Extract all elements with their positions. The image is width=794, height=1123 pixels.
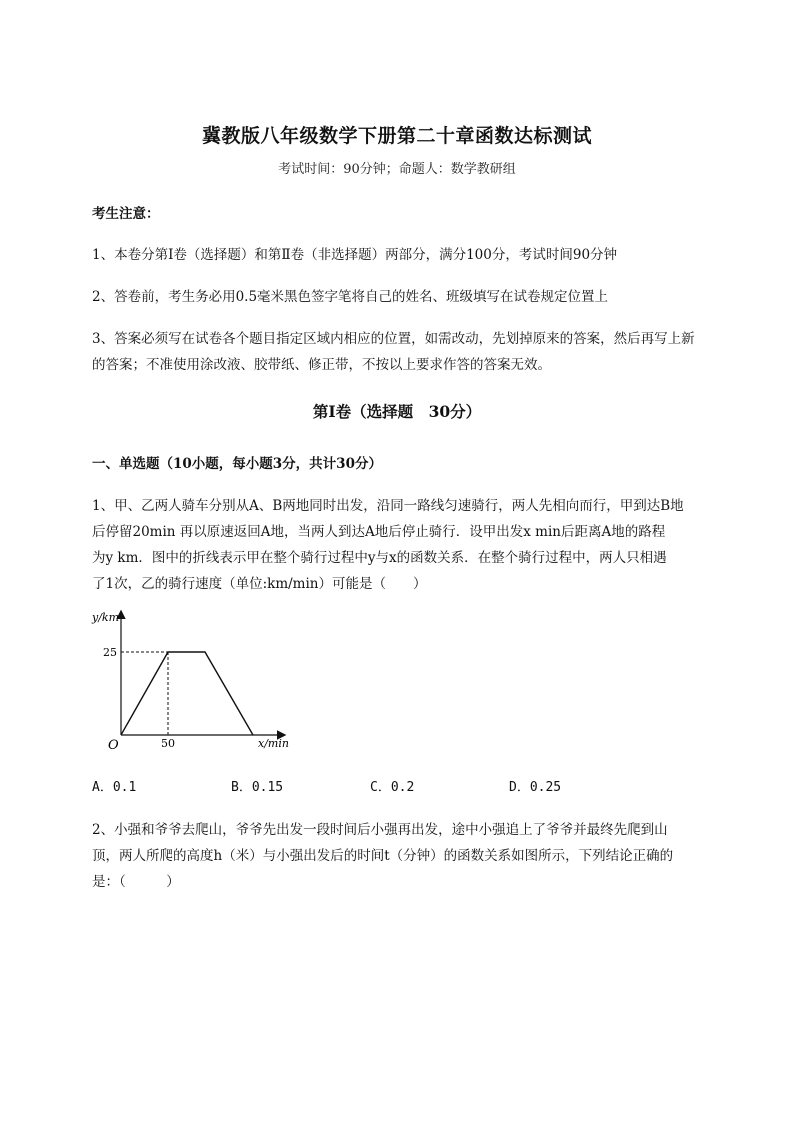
origin-label: O bbox=[108, 738, 119, 753]
question-1-line: 了1次，乙的骑行速度（单位:km/min）可能是（ ） bbox=[92, 576, 427, 592]
x-axis-label: x/min bbox=[258, 737, 289, 750]
part-title: 一、单选题（10小题，每小题3分，共计30分） bbox=[92, 456, 382, 472]
option-b: B．0.15 bbox=[231, 780, 284, 795]
question-1-line: 后停留20min 再以原速返回A地，当两人到达A地后停止骑行．设甲出发x min后距离A地的路程 bbox=[92, 524, 666, 540]
notice-heading: 考生注意： bbox=[92, 206, 160, 222]
question-1-line: 为y km．图中的折线表示甲在整个骑行过程中y与x的函数关系．在整个骑行过程中，两人只相遇 bbox=[92, 550, 667, 566]
option-c: C．0.2 bbox=[370, 780, 415, 795]
question-1-graph bbox=[88, 604, 298, 754]
notice-item: 1、本卷分第I卷（选择题）和第Ⅱ卷（非选择题）两部分，满分100分，考试时间90分钟 bbox=[92, 247, 618, 263]
page-subtitle: 考试时间：90分钟；命题人：数学教研组 bbox=[278, 162, 516, 177]
question-1-line: 1、甲、乙两人骑车分别从A、B两地同时出发，沿同一路线匀速骑行，两人先相向而行，甲到达B地 bbox=[92, 498, 684, 514]
y-axis-label: y/km bbox=[92, 611, 120, 624]
page-title: 冀教版八年级数学下册第二十章函数达标测试 bbox=[201, 125, 592, 147]
notice-item: 3、答案必须写在试卷各个题目指定区域内相应的位置，如需改动，先划掉原来的答案，然后再写上新 bbox=[92, 331, 695, 347]
option-d: D．0.25 bbox=[509, 780, 562, 795]
option-a: A．0.1 bbox=[92, 780, 137, 795]
notice-item: 2、答卷前，考生务必用0.5毫米黑色签字笔将自己的姓名、班级填写在试卷规定位置上 bbox=[92, 289, 609, 305]
distance-polyline bbox=[121, 652, 253, 735]
question-2-line: 顶，两人所爬的高度h（米）与小强出发后的时间t（分钟）的函数关系如图所示，下列结论正确的 bbox=[92, 848, 674, 864]
x-tick-label: 50 bbox=[161, 737, 175, 750]
question-2-line: 2、小强和爷爷去爬山，爷爷先出发一段时间后小强再出发，途中小强追上了爷爷并最终先爬到山 bbox=[92, 822, 668, 838]
y-tick-label: 25 bbox=[103, 646, 117, 659]
notice-item: 的答案；不准使用涂改液、胶带纸、修正带，不按以上要求作答的答案无效。 bbox=[92, 357, 551, 373]
section-title: 第I卷（选择题 30分） bbox=[312, 402, 482, 421]
question-2-line: 是：（ ） bbox=[92, 874, 180, 890]
